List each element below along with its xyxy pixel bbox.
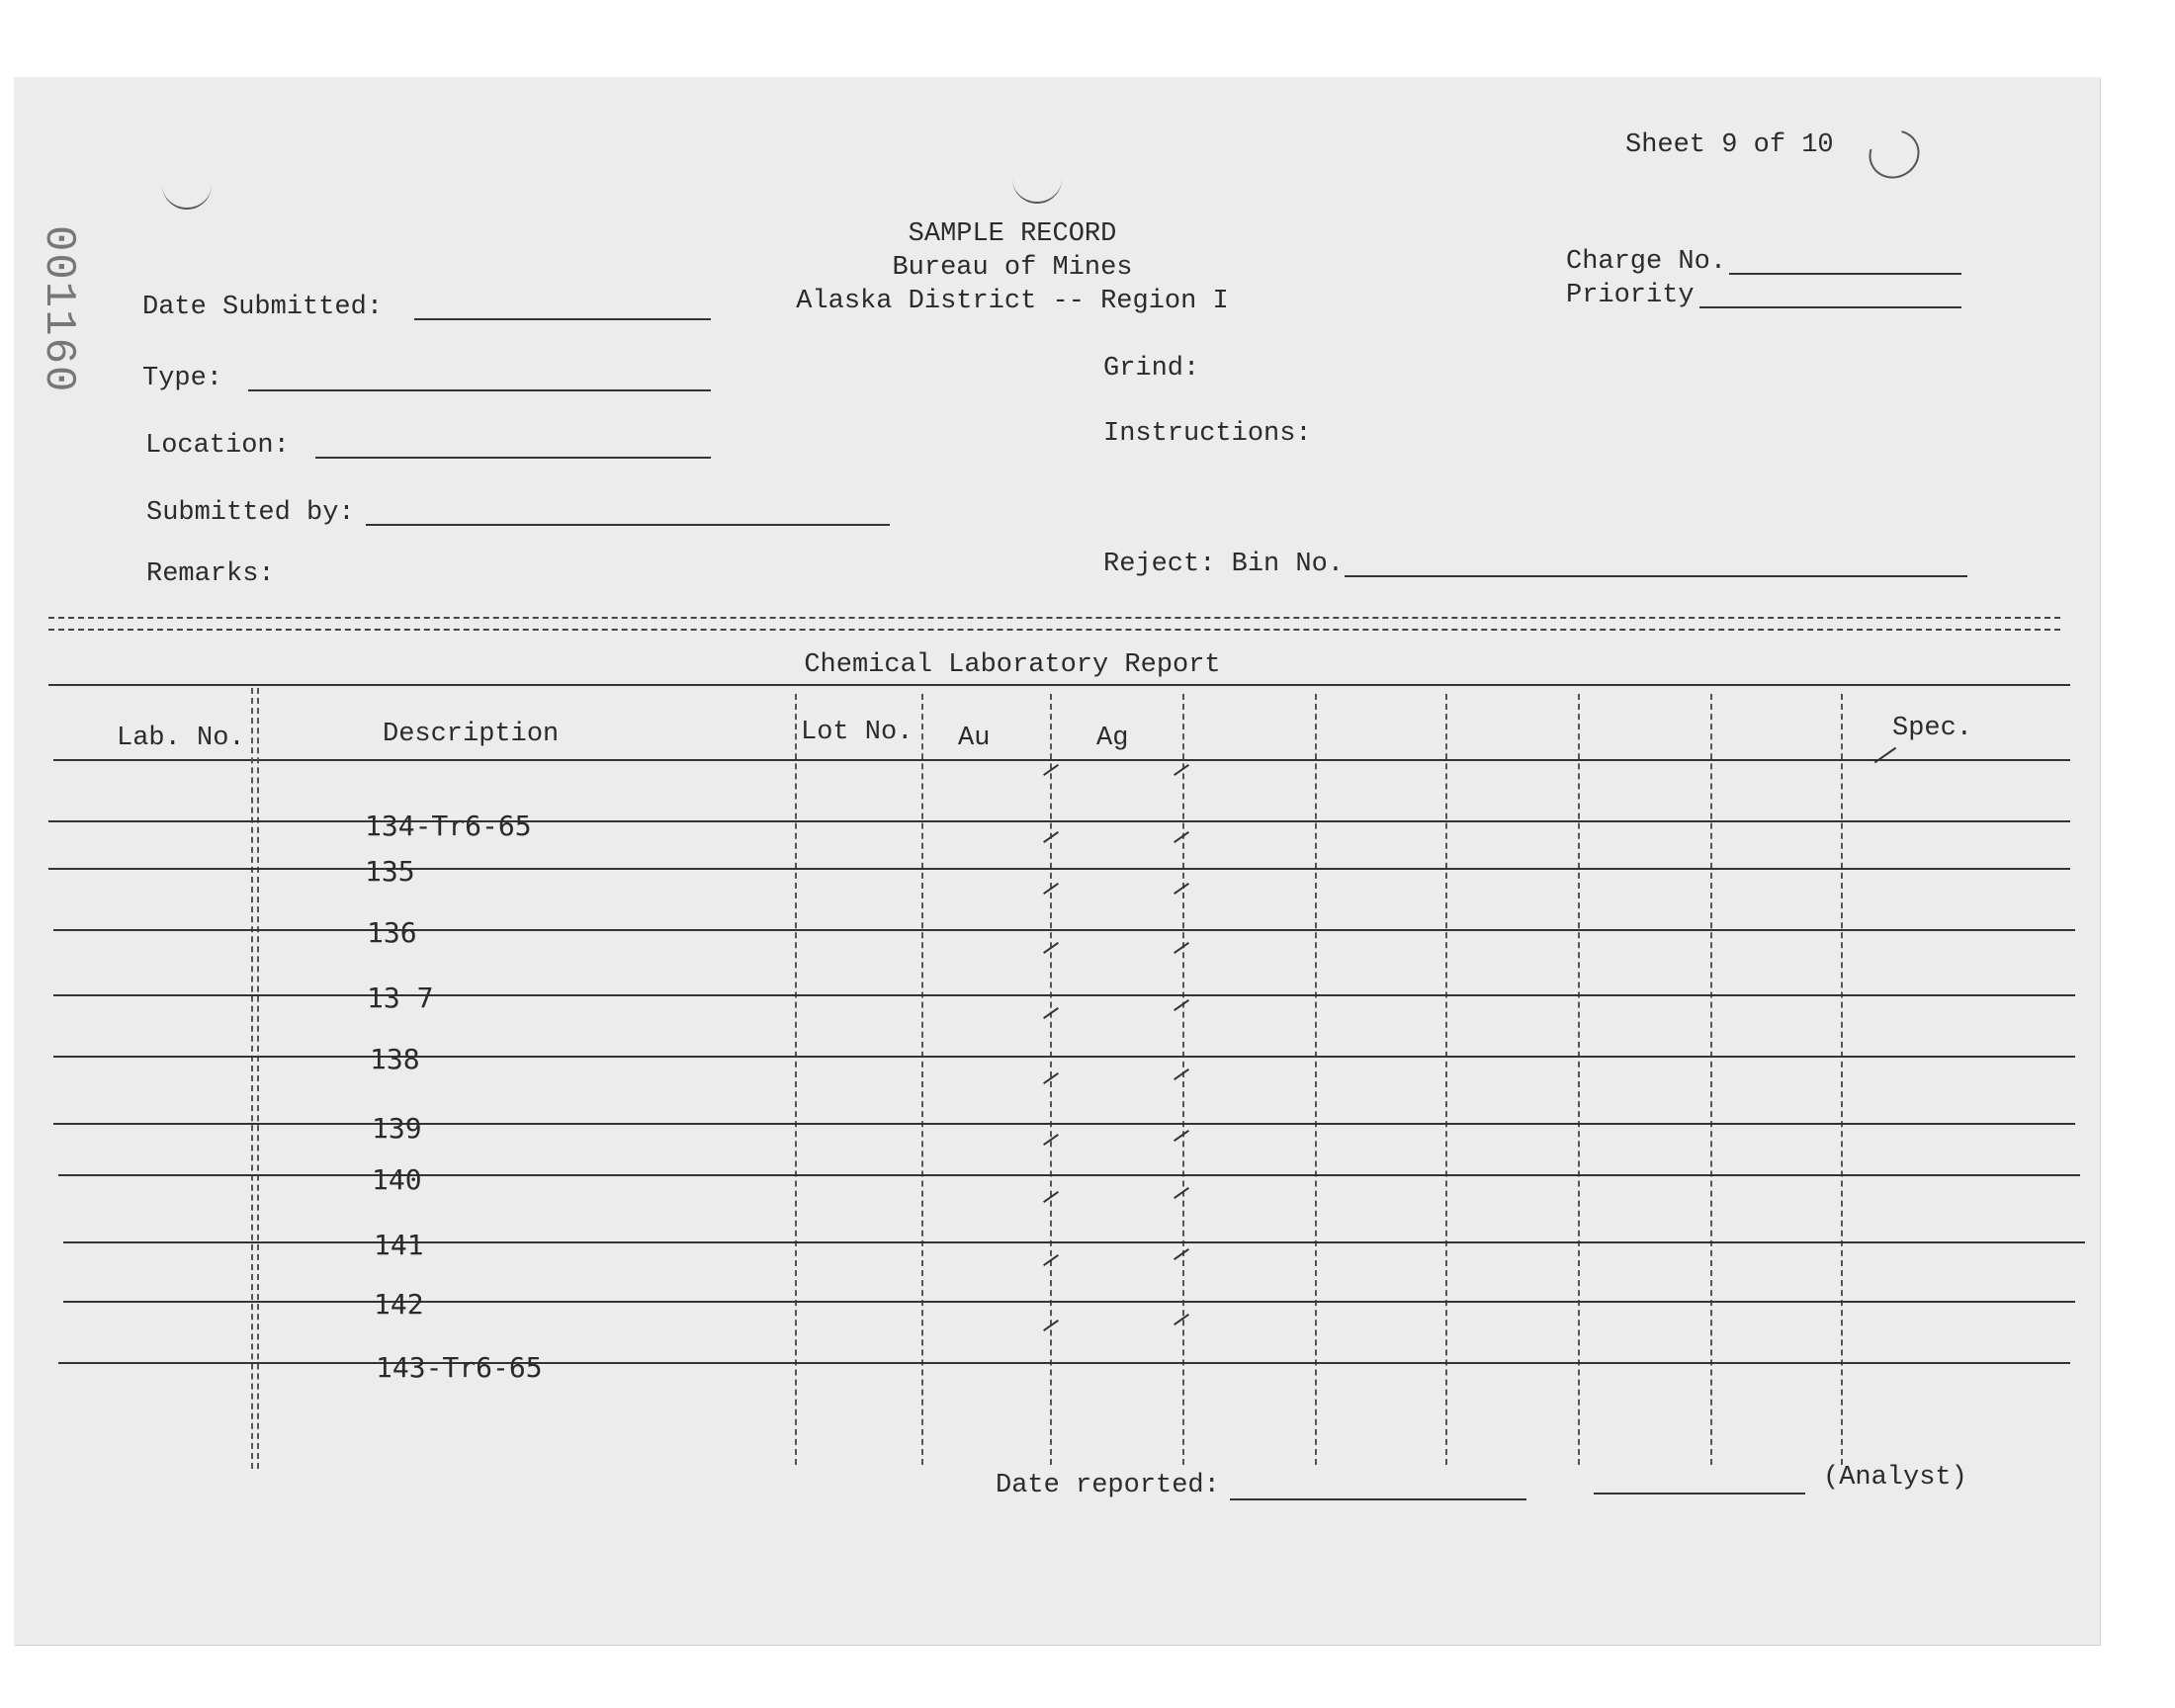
row-rule — [53, 994, 2075, 996]
analyst-field[interactable] — [1594, 1493, 1805, 1494]
agency-name: Bureau of Mines — [892, 253, 1133, 283]
ag-checkmark — [1174, 1130, 1189, 1142]
col-divider — [1182, 694, 1184, 1465]
table-header-rule — [53, 759, 2070, 761]
priority-field[interactable] — [1699, 306, 1961, 308]
row-rule — [53, 1056, 2075, 1058]
col-divider — [921, 694, 923, 1465]
date-reported-field[interactable] — [1230, 1498, 1526, 1500]
ag-checkmark — [1174, 942, 1189, 954]
ag-checkmark — [1174, 764, 1189, 776]
punch-hole-left — [162, 178, 212, 210]
instructions-label: Instructions: — [1103, 419, 1312, 449]
col-lab-no: Lab. No. — [117, 724, 245, 753]
row-rule — [58, 1362, 2070, 1364]
sample-record-sheet — [14, 77, 2100, 1645]
reject-bin-field[interactable] — [1345, 575, 1967, 577]
analyst-label: (Analyst) — [1823, 1463, 1967, 1493]
ag-checkmark — [1174, 1187, 1189, 1199]
ag-checkmark — [1174, 999, 1189, 1011]
col-spec: Spec. — [1892, 714, 1973, 743]
remarks-label: Remarks: — [146, 559, 275, 589]
row-rule — [63, 1241, 2085, 1243]
type-label: Type: — [142, 364, 223, 393]
col-divider — [1578, 694, 1580, 1465]
row-description: 136 — [367, 916, 417, 949]
row-rule — [53, 1123, 2075, 1125]
ag-checkmark — [1174, 883, 1189, 895]
row-description: 139 — [372, 1112, 422, 1145]
date-submitted-field[interactable] — [414, 318, 711, 320]
grind-label: Grind: — [1103, 354, 1200, 384]
row-rule — [63, 1301, 2075, 1303]
col-au: Au — [958, 724, 991, 753]
row-description: 143-Tr6-65 — [376, 1351, 543, 1384]
type-field[interactable] — [248, 389, 711, 391]
row-rule — [48, 868, 2070, 870]
charge-no-label: Charge No. — [1566, 247, 1727, 277]
location-field[interactable] — [315, 457, 711, 459]
ag-checkmark — [1174, 1248, 1189, 1260]
date-reported-label: Date reported: — [996, 1471, 1220, 1500]
col-divider — [1315, 694, 1317, 1465]
col-divider — [1841, 694, 1843, 1465]
row-rule — [48, 820, 2070, 822]
row-description: 13 7 — [367, 982, 434, 1014]
section-divider-top — [48, 617, 2060, 619]
row-rule — [58, 1174, 2080, 1176]
punch-hole-center — [1012, 172, 1062, 204]
submitted-by-field[interactable] — [366, 524, 890, 526]
form-title: SAMPLE RECORD — [908, 219, 1117, 249]
col-divider — [1710, 694, 1712, 1465]
col-divider — [257, 688, 259, 1469]
row-description: 135 — [365, 855, 415, 888]
report-title: Chemical Laboratory Report — [804, 650, 1221, 680]
ag-checkmark — [1174, 1314, 1189, 1325]
row-description: 141 — [374, 1229, 424, 1261]
row-description: 138 — [370, 1043, 420, 1075]
table-top-rule — [48, 684, 2070, 686]
col-divider — [251, 688, 253, 1469]
col-ag: Ag — [1096, 724, 1129, 753]
reject-bin-label: Reject: Bin No. — [1103, 550, 1345, 579]
section-divider-bottom — [48, 629, 2060, 631]
row-description: 142 — [374, 1288, 424, 1321]
row-description: 140 — [372, 1163, 422, 1196]
sheet-number: Sheet 9 of 10 — [1625, 130, 1834, 160]
ag-checkmark — [1174, 831, 1189, 843]
row-description: 134-Tr6-65 — [365, 810, 532, 842]
submitted-by-label: Submitted by: — [146, 498, 355, 528]
row-rule — [53, 929, 2075, 931]
col-divider — [795, 694, 797, 1465]
punch-hole-right — [1860, 121, 1928, 188]
col-lot-no: Lot No. — [801, 718, 914, 747]
side-stamp-number: 001160 — [34, 225, 83, 394]
charge-no-field[interactable] — [1729, 273, 1961, 275]
district-name: Alaska District -- Region I — [796, 287, 1229, 316]
ag-checkmark — [1174, 1068, 1189, 1080]
location-label: Location: — [145, 431, 290, 461]
priority-label: Priority — [1566, 281, 1695, 310]
date-submitted-label: Date Submitted: — [142, 293, 384, 322]
col-divider — [1445, 694, 1447, 1465]
col-description: Description — [383, 720, 560, 749]
